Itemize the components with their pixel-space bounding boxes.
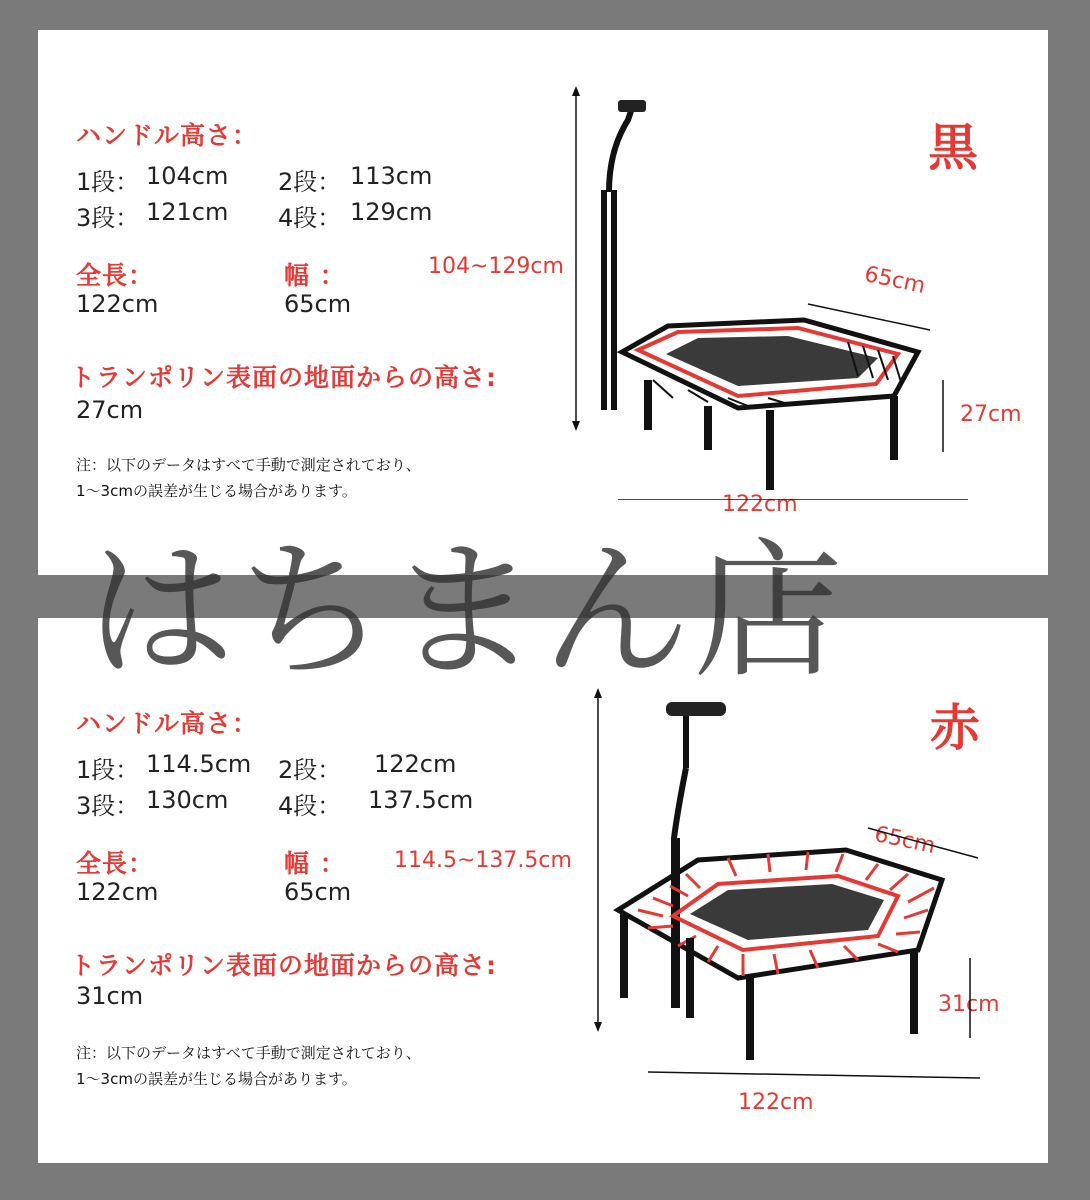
level-3-label: 3段： bbox=[76, 792, 140, 820]
level-3-label: 3段： bbox=[76, 204, 140, 232]
measurement-note-line2: 1～3cmの誤差が生じる場合があります。 bbox=[76, 1070, 357, 1088]
trampoline-black-illustration bbox=[558, 80, 978, 500]
handle-height-title: ハンドル高さ： bbox=[76, 709, 259, 738]
dim-leg-height: 31cm bbox=[938, 992, 1000, 1017]
level-4-label: 4段： bbox=[278, 792, 342, 820]
surface-height-title: トランポリン表面の地面からの高さ: bbox=[70, 363, 497, 392]
width-value: 65cm bbox=[284, 878, 352, 906]
surface-height-value: 31cm bbox=[76, 982, 144, 1010]
trampoline-red-illustration bbox=[578, 688, 998, 1088]
shop-watermark: はちまん店 bbox=[85, 525, 846, 699]
dim-length: 122cm bbox=[738, 1090, 814, 1115]
level-1-value: 104cm bbox=[146, 162, 229, 190]
handle-height-title: ハンドル高さ： bbox=[76, 121, 259, 150]
surface-height-value: 27cm bbox=[76, 396, 144, 424]
width-title: 幅 ： bbox=[284, 261, 346, 290]
level-2-value: 122cm bbox=[374, 750, 457, 778]
width-value: 65cm bbox=[284, 290, 352, 318]
level-3-value: 121cm bbox=[146, 198, 229, 226]
dim-length: 122cm bbox=[722, 492, 798, 517]
length-value: 122cm bbox=[76, 290, 159, 318]
dim-handle-height: 114.5~137.5cm bbox=[394, 848, 572, 873]
dim-handle-height: 104~129cm bbox=[428, 254, 564, 279]
level-1-label: 1段： bbox=[76, 168, 140, 196]
level-1-label: 1段： bbox=[76, 756, 140, 784]
dim-leg-height: 27cm bbox=[960, 402, 1022, 427]
level-2-value: 113cm bbox=[350, 162, 433, 190]
level-1-value: 114.5cm bbox=[146, 750, 252, 778]
dim-width: 65cm bbox=[872, 821, 938, 860]
length-title: 全長： bbox=[76, 849, 155, 878]
length-title: 全長： bbox=[76, 261, 155, 290]
level-2-label: 2段： bbox=[278, 168, 342, 196]
level-3-value: 130cm bbox=[146, 786, 229, 814]
measurement-note-line1: 注：以下のデータはすべて手動で測定されており、 bbox=[76, 1044, 421, 1062]
level-4-value: 137.5cm bbox=[368, 786, 474, 814]
width-title: 幅 ： bbox=[284, 849, 346, 878]
length-value: 122cm bbox=[76, 878, 159, 906]
surface-height-title: トランポリン表面の地面からの高さ: bbox=[70, 951, 497, 980]
measurement-note-line2: 1～3cmの誤差が生じる場合があります。 bbox=[76, 482, 357, 500]
color-label-black: 黒 bbox=[928, 119, 978, 177]
level-2-label: 2段： bbox=[278, 756, 342, 784]
dim-width: 65cm bbox=[862, 261, 928, 300]
level-4-label: 4段： bbox=[278, 204, 342, 232]
color-label-red: 赤 bbox=[930, 699, 980, 757]
level-4-value: 129cm bbox=[350, 198, 433, 226]
measurement-note-line1: 注：以下のデータはすべて手動で測定されており、 bbox=[76, 456, 421, 474]
